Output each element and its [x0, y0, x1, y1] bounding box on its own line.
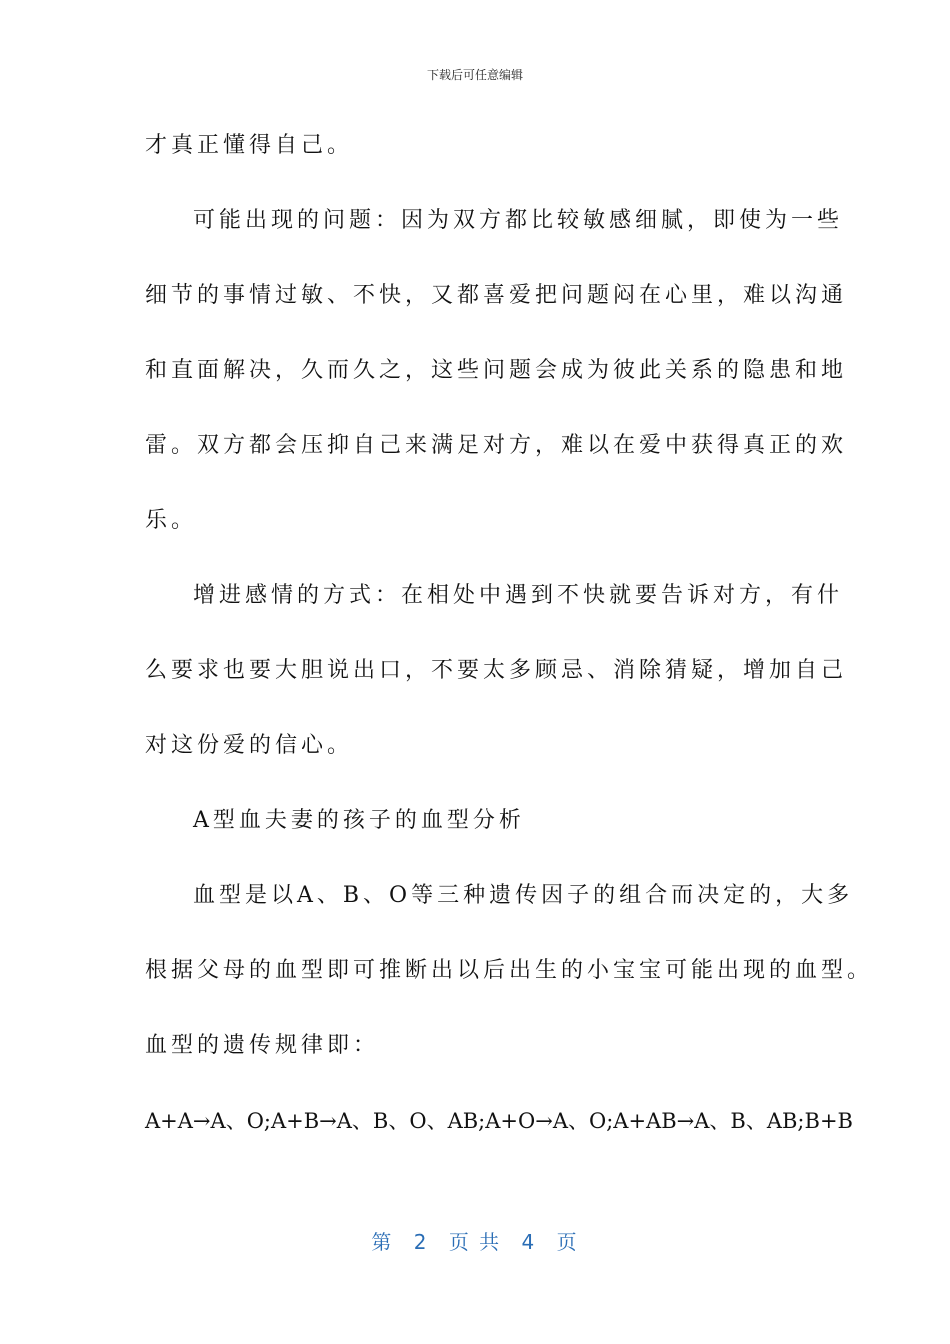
footer-total-pages: 4	[521, 1230, 537, 1254]
paragraph-line: 细节的事情过敏、不快，又都喜爱把问题闷在心里，难以沟通	[145, 283, 848, 308]
paragraph-line: 增进感情的方式：在相处中遇到不快就要告诉对方，有什	[193, 583, 844, 608]
paragraph-line: 乐。	[145, 508, 198, 533]
document-body	[145, 122, 874, 1172]
paragraph-line: 血型的遗传规律即：	[145, 1033, 380, 1058]
paragraph-line: 雷。双方都会压抑自己来满足对方，难以在爱中获得真正的欢	[145, 433, 848, 458]
footer-current-page: 2	[413, 1230, 429, 1254]
paragraph-line: 可能出现的问题：因为双方都比较敏感细腻，即使为一些	[193, 208, 844, 233]
paragraph-line: 血型是以A、B、O等三种遗传因子的组合而决定的，大多	[193, 883, 854, 908]
footer-suffix: 页	[556, 1230, 579, 1254]
blood-type-formula-line: A+A→A、O;A+B→A、B、O、AB;A+O→A、O;A+AB→A、B、AB;B+B	[145, 1109, 853, 1133]
paragraph-line: 根据父母的血型即可推断出以后出生的小宝宝可能出现的血型。	[145, 958, 874, 983]
footer-middle: 页 共	[448, 1230, 502, 1254]
paragraph-line: 么要求也要大胆说出口，不要太多顾忌、消除猜疑，增加自己	[145, 658, 848, 683]
paragraph-line: 才真正懂得自己。	[145, 133, 354, 158]
paragraph-line: 对这份爱的信心。	[145, 733, 354, 758]
section-heading: A型血夫妻的孩子的血型分析	[193, 808, 525, 833]
footer-prefix: 第	[371, 1230, 394, 1254]
paragraph-line: 和直面解决，久而久之，这些问题会成为彼此关系的隐患和地	[145, 358, 848, 383]
page-footer	[0, 1226, 950, 1255]
page-header: 下载后可任意编辑	[426, 68, 523, 82]
